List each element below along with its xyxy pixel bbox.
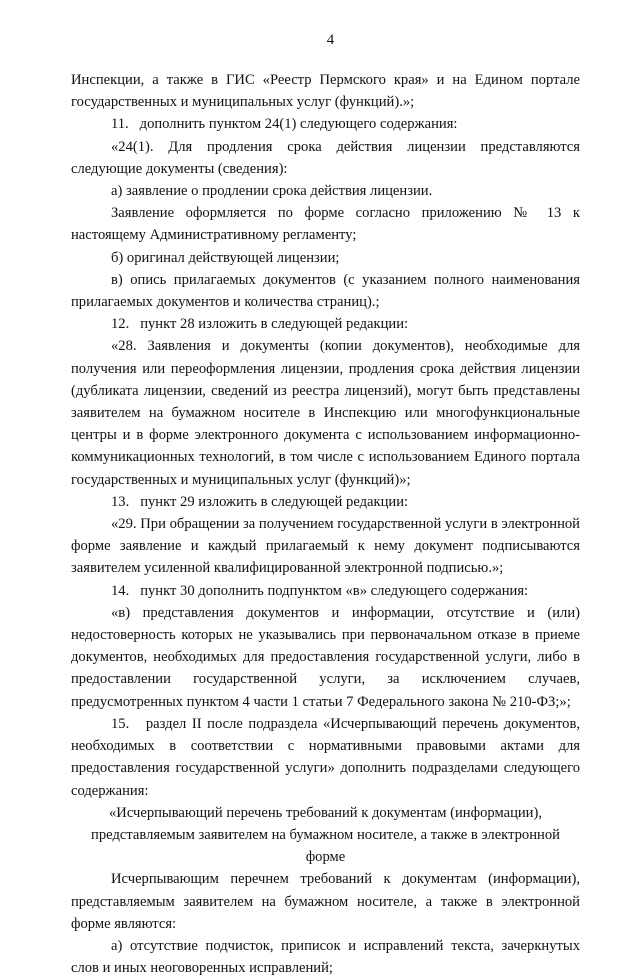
paragraph-8: 12. пункт 28 изложить в следующей редакции: (111, 316, 409, 333)
paragraph-16: Исчерпывающим перечнем требований к документам (информации), представляемым заявителем на бумажном носителе, а также в электронной форме являются: (71, 871, 580, 932)
paragraph-1: Инспекции, а также в ГИС «Реестр Пермского края» и на Едином портале государственных и муниципальных услуг (функций).»; (71, 72, 580, 111)
document-body (71, 69, 580, 979)
paragraph-14: 15. раздел II после подраздела «Исчерпывающий перечень документов, необходимых в соответствии с нормативными правовыми актами для предоставления государственной услуги» дополнить подразделами следующего содержания: (71, 715, 580, 799)
subsection-heading: «Исчерпывающий перечень требований к документам (информации), представляемым заявителем на бумажном носителе, а также в электронной форме (91, 804, 560, 866)
paragraph-13: «в) представления документов и информации, отсутствие и (или) недостоверность которых не указывались при первоначальном отказе в приеме документов, необходимых для предоставления государственной услуги, либо в предоставлении государственной услуги, за исключением случаев, предусмотренных пунктом 4 части 1 статьи 7 Федерального закона № 210-ФЗ;»; (71, 604, 580, 710)
paragraph-10: 13. пункт 29 изложить в следующей редакции: (111, 493, 409, 510)
paragraph-5: Заявление оформляется по форме согласно приложению № 13 к настоящему Административному регламенту; (71, 205, 580, 244)
paragraph-4: а) заявление о продлении срока действия лицензии. (111, 183, 433, 200)
paragraph-17: а) отсутствие подчисток, приписок и исправлений текста, зачеркнутых слов и иных неоговоренных исправлений; (71, 937, 580, 977)
paragraph-12: 14. пункт 30 дополнить подпунктом «в» следующего содержания: (111, 582, 529, 599)
paragraph-3: «24(1). Для продления срока действия лицензии представляются следующие документы (сведения): (71, 138, 580, 177)
paragraph-7: в) опись прилагаемых документов (с указанием полного наименования прилагаемых документов и количества страниц).; (71, 271, 580, 311)
paragraph-2: 11. дополнить пунктом 24(1) следующего содержания: (111, 116, 458, 133)
paragraph-6: б) оригинал действующей лицензии; (111, 249, 340, 266)
paragraph-9: «28. Заявления и документы (копии документов), необходимые для получения или переоформления лицензии, продления срока действия лицензии (дубликата лицензии, сведений из реестра лицензий), могут быть представлены заявителем на бумажном носителе в Инспекцию или многофункциональные центры и в форме электронного документа с использованием информационно-коммуникационных технологий, в том числе с использованием Единого портала государственных и муниципальных услуг (функций)»; (71, 338, 580, 488)
page-number: 4 (326, 32, 335, 48)
paragraph-11: «29. При обращении за получением государственной услуги в электронной форме заявление и каждый прилагаемый к нему документ подписываются заявителем усиленной квалифицированной электронной подписью.»; (71, 516, 580, 577)
